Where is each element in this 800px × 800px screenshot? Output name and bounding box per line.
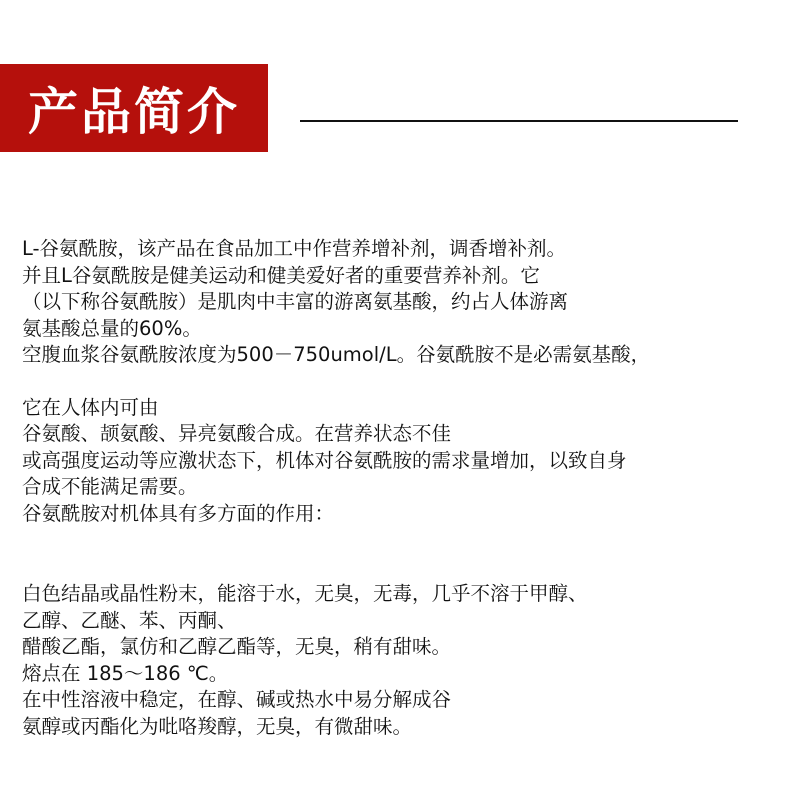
title-divider-line bbox=[300, 120, 738, 122]
text-line: 或高强度运动等应激状态下，机体对谷氨酰胺的需求量增加，以致自身 bbox=[22, 448, 627, 472]
paragraph-properties bbox=[22, 581, 797, 740]
text-line: 并且L谷氨酰胺是健美运动和健美爱好者的重要营养补剂。它 bbox=[22, 263, 540, 287]
product-description bbox=[22, 236, 797, 740]
text-line: 谷氨酰胺对机体具有多方面的作用： bbox=[22, 501, 335, 525]
text-line: 合成不能满足需要。 bbox=[22, 475, 198, 498]
section-title: 产品简介 bbox=[28, 83, 240, 141]
text-line: 谷氨酸、颉氨酸、异亮氨酸合成。在营养状态不佳 bbox=[22, 422, 452, 445]
text-line: 在中性溶液中稳定，在醇、碱或热水中易分解成谷 bbox=[22, 688, 452, 711]
text-line: 乙醇、乙醚、苯、丙酮、 bbox=[22, 608, 237, 632]
paragraph-synthesis bbox=[22, 395, 797, 528]
text-line: 空腹血浆谷氨酰胺浓度为500－750umol/L。谷氨酰胺不是必需氨基酸， bbox=[22, 343, 651, 366]
text-line: 氨醇或丙酯化为吡咯羧醇，无臭，有微甜味。 bbox=[22, 714, 413, 738]
text-line: （以下称谷氨酰胺）是肌肉中丰富的游离氨基酸，约占人体游离 bbox=[22, 290, 569, 313]
text-line: L-谷氨酰胺，该产品在食品加工中作营养增补剂，调香增补剂。 bbox=[22, 237, 567, 260]
text-line: 氨基酸总量的60%。 bbox=[22, 316, 202, 340]
paragraph-intro bbox=[22, 236, 797, 369]
text-line: 它在人体内可由 bbox=[22, 395, 159, 419]
section-title-banner bbox=[0, 64, 268, 152]
text-line: 熔点在 185～186 ℃。 bbox=[22, 661, 229, 685]
text-line: 白色结晶或晶性粉末，能溶于水，无臭，无毒，几乎不溶于甲醇、 bbox=[22, 582, 588, 605]
text-line: 醋酸乙酯，氯仿和乙醇乙酯等，无臭，稍有甜味。 bbox=[22, 635, 452, 658]
